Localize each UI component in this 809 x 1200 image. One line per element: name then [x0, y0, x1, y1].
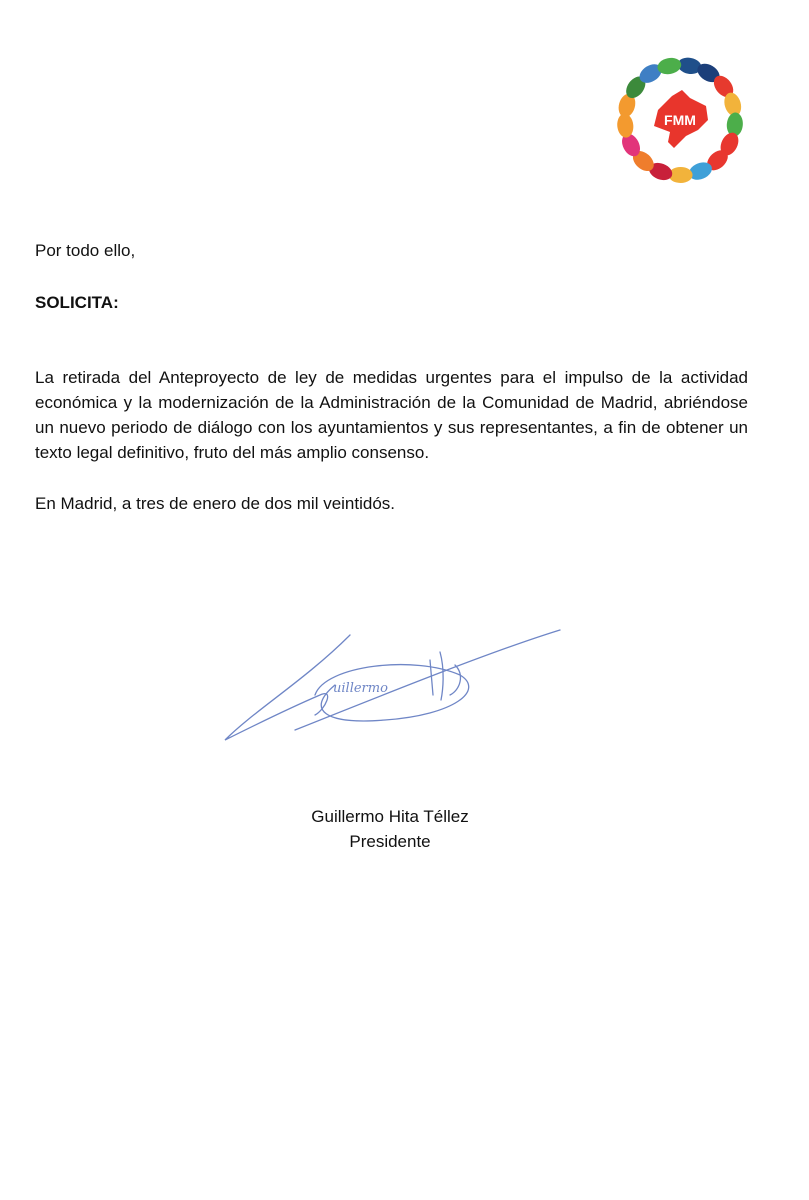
signer-name: Guillermo Hita Téllez [311, 807, 469, 826]
body-paragraph: La retirada del Anteproyecto de ley de medidas urgentes para el impulso de la actividad económica y la modernización de la Administración de la Comunidad de Madrid, abriéndose un nuevo periodo de diálogo con los ayuntamientos y sus representantes, a fin de obtener un texto legal definitivo, fruto del más amplio consenso. [35, 368, 748, 462]
place-date: En Madrid, a tres de enero de dos mil veintidós. [35, 494, 396, 513]
solicita-heading: SOLICITA: [35, 293, 119, 312]
signer-title: Presidente [349, 832, 431, 851]
fmm-logo [610, 52, 750, 188]
logo-text: FMM [664, 112, 696, 128]
signature-text: uillermo [333, 681, 388, 696]
signature [215, 620, 575, 750]
greeting: Por todo ello, [35, 241, 136, 260]
logo-petal [668, 167, 692, 183]
